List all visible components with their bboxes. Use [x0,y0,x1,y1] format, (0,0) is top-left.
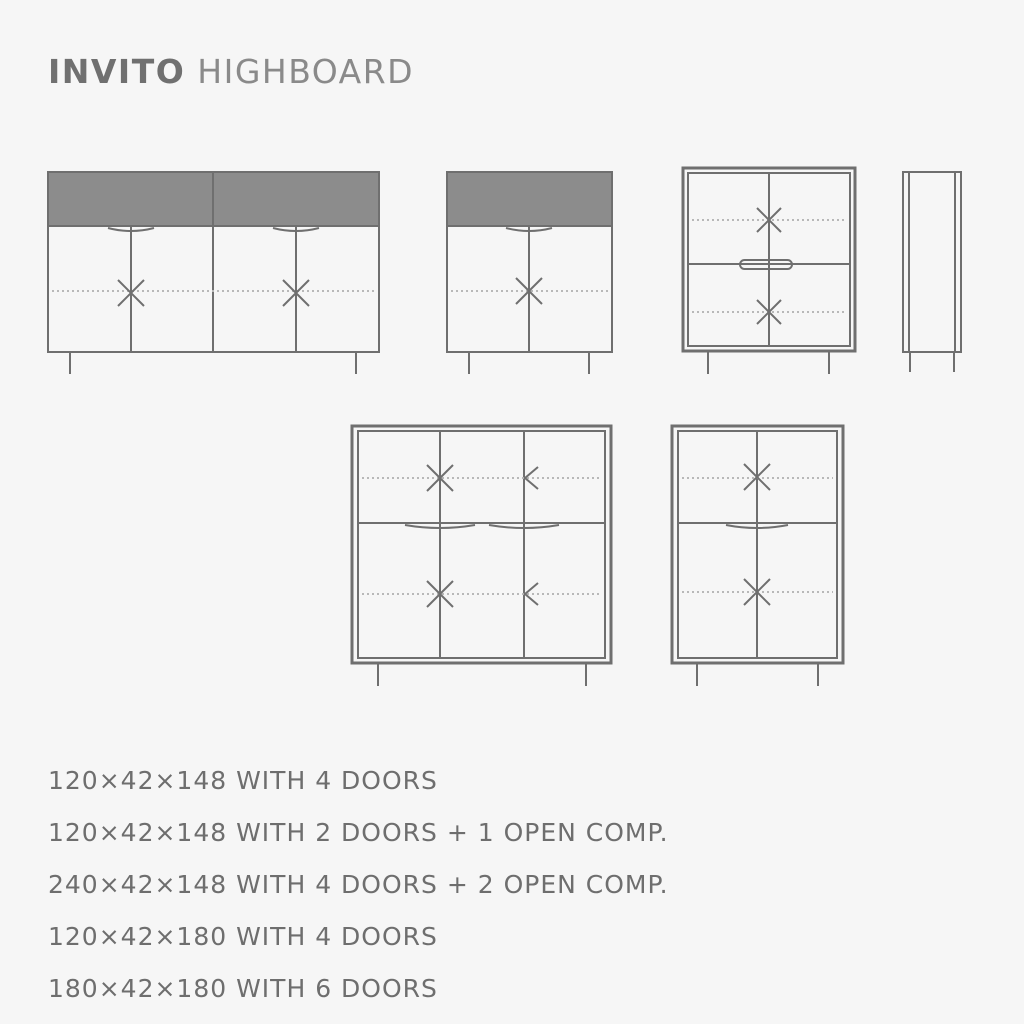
variant-item: 180×42×180 WITH 6 DOORS [48,974,438,1003]
drawing-four-door-narrow [672,426,843,686]
drawing-six-door-wide [352,426,611,686]
variant-list [48,760,669,1020]
variant-item: 120×42×180 WITH 4 DOORS [48,922,438,951]
model-name: HIGHBOARD [197,52,415,91]
drawing-narrow-sideboard [447,172,612,374]
drawing-side-view [903,172,961,372]
variant-item: 120×42×148 WITH 4 DOORS [48,766,438,795]
drawing-four-door-tall [683,168,855,374]
variant-item: 240×42×148 WITH 4 DOORS + 2 OPEN COMP. [48,870,669,899]
drawing-wide-sideboard [48,172,379,374]
brand-name: INVITO [48,52,186,91]
variant-item: 120×42×148 WITH 2 DOORS + 1 OPEN COMP. [48,818,669,847]
